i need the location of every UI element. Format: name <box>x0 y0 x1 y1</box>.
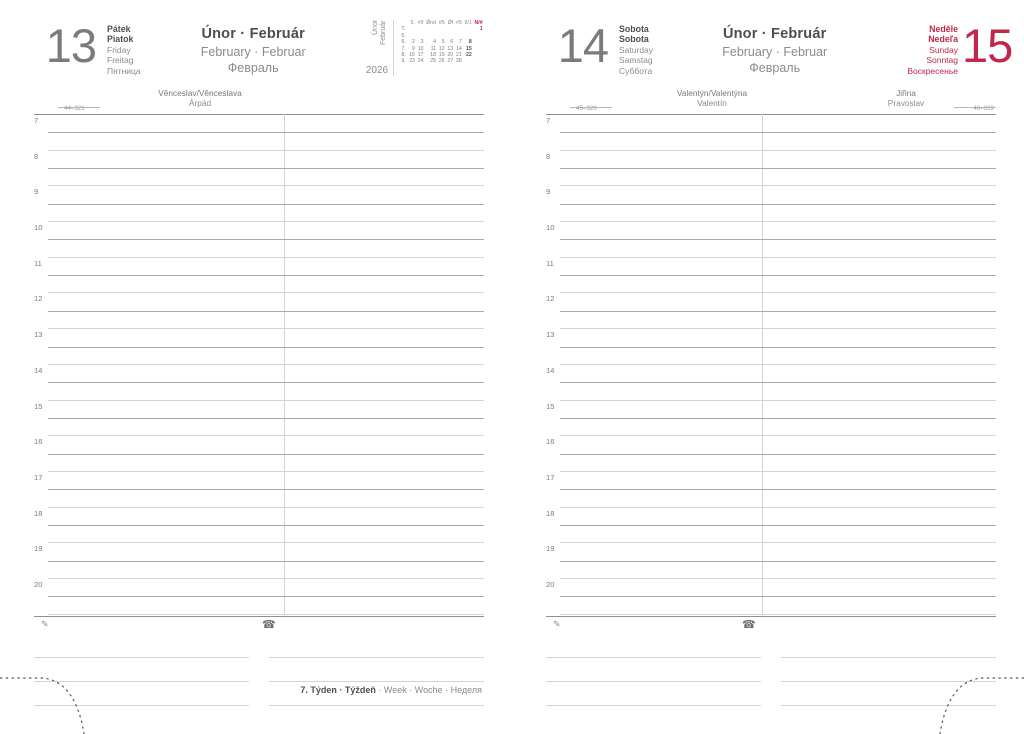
mini-cal-col-1: #9 <box>417 20 424 26</box>
hour-rule <box>560 239 996 240</box>
mini-calendar-month-label: Únor Február <box>372 20 388 45</box>
weekday-sk: Piatok <box>107 34 134 45</box>
hour-label: 16 <box>34 437 43 447</box>
mini-calendar-header-row <box>400 20 484 26</box>
hour-row-15[interactable] <box>546 401 996 437</box>
hour-label: 10 <box>34 223 43 233</box>
mini-calendar-cell: 13 <box>447 45 454 52</box>
weekday-ru: Пятница <box>107 65 141 76</box>
weekday-sk: Sobota <box>619 34 649 45</box>
hour-rule <box>560 347 996 348</box>
mini-calendar-cell: 28 <box>455 58 462 65</box>
hour-row-19[interactable] <box>34 543 484 579</box>
note-row[interactable] <box>34 634 484 658</box>
weekday-ru: Суббота <box>619 65 653 76</box>
hour-rule <box>560 525 996 526</box>
weekday-cs: Pátek <box>107 24 131 34</box>
hour-label: 13 <box>546 330 555 340</box>
day-number-14: 14 <box>557 19 608 72</box>
hour-row-16[interactable] <box>34 436 484 472</box>
mini-calendar-cell: 24 <box>417 58 424 65</box>
hour-label: 7 <box>34 116 39 125</box>
hour-rule <box>48 489 484 490</box>
hour-row-12[interactable] <box>546 293 996 329</box>
note-rule-left <box>34 705 249 706</box>
hour-label: 8 <box>546 151 551 161</box>
hour-rule <box>560 596 996 597</box>
hour-label: 11 <box>546 258 554 268</box>
mini-calendar-cell: 6 <box>450 39 454 46</box>
mini-calendar-cell: 18 <box>430 52 437 59</box>
weekday-de: Freitag <box>107 55 134 66</box>
weekday-cs: Neděle <box>929 24 958 34</box>
mini-calendar-cell: 1 <box>479 26 483 33</box>
hour-rule <box>48 132 484 133</box>
weekday-ru: Воскресенье <box>907 65 958 76</box>
hour-rule <box>560 418 996 419</box>
hour-rule <box>560 489 996 490</box>
month-sub-left: February · Februar <box>200 45 306 59</box>
mini-calendar-body <box>400 26 484 64</box>
mini-calendar-cell <box>463 58 473 64</box>
month-title-left <box>141 0 366 75</box>
mini-calendar-cell: 27 <box>447 58 454 65</box>
hour-rule <box>48 204 484 205</box>
name-day-secondary: Árpád <box>188 98 212 108</box>
note-row[interactable] <box>546 634 996 658</box>
hour-label: 9 <box>34 187 39 197</box>
mini-calendar-cell: 14 <box>455 45 462 52</box>
hour-rule <box>560 454 996 455</box>
page-right-header <box>546 0 1013 92</box>
mini-calendar-cell <box>473 58 484 64</box>
name-day-secondary: Pravoslav <box>887 98 925 108</box>
weekday-de: Samstag <box>619 55 653 66</box>
hour-rows-right <box>546 115 996 615</box>
daycode-15: 46–319 <box>973 105 994 112</box>
hour-rule <box>560 311 996 312</box>
mini-calendar-cell: 26 <box>438 58 445 65</box>
mini-calendar-cell: 5 <box>441 39 445 46</box>
hour-label: 7 <box>546 116 551 125</box>
hour-row-19[interactable] <box>546 543 996 579</box>
month-sub-right: February · Februar <box>722 45 828 59</box>
weekday-en: Sunday <box>929 44 958 55</box>
half-hour-rule <box>48 614 484 615</box>
weekday-en: Friday <box>107 44 131 55</box>
hour-label: 13 <box>34 330 43 340</box>
mini-calendar-cell: 8 <box>468 39 472 46</box>
pen-icon: ✎ <box>41 618 49 629</box>
hour-label: 17 <box>546 472 555 482</box>
hour-rule <box>48 454 484 455</box>
phone-icon: ☎ <box>742 618 756 631</box>
mini-calendar-cell: 15 <box>465 45 472 52</box>
note-rows-right <box>546 634 996 706</box>
hour-row-10[interactable] <box>34 222 484 258</box>
mini-calendar-row <box>400 58 484 64</box>
hour-row-13[interactable] <box>546 329 996 365</box>
hour-row-20[interactable] <box>34 579 484 615</box>
weekday-sk: Nedeľa <box>928 34 958 45</box>
hour-label: 12 <box>34 294 43 304</box>
phone-icon: ☎ <box>262 618 276 631</box>
name-days-15 <box>816 88 996 108</box>
daycode-14: 45–320 <box>576 105 597 112</box>
mini-calendar <box>366 0 484 76</box>
mini-calendar-row <box>400 39 484 45</box>
hour-row-8[interactable] <box>34 151 484 187</box>
mini-calendar-year: 2026 <box>365 65 389 76</box>
mini-calendar-cell: 21 <box>455 52 462 59</box>
weekday-de: Sonntag <box>926 55 958 66</box>
mini-calendar-cell: 10 <box>417 45 424 52</box>
hour-grid-left <box>34 114 484 615</box>
hour-rule <box>560 561 996 562</box>
hour-rule <box>48 275 484 276</box>
mini-calendar-cell: 17 <box>417 52 424 59</box>
hour-rule <box>560 204 996 205</box>
day-number-15: 15 <box>962 19 1013 72</box>
mini-calendar-cell: 16 <box>409 52 415 59</box>
mini-calendar-cell: 7 <box>458 39 462 46</box>
hour-rule <box>560 275 996 276</box>
week-footer-rest: · Week · Woche · Неделя <box>375 685 482 695</box>
hour-label: 20 <box>34 579 43 589</box>
hour-row-14[interactable] <box>34 365 484 401</box>
hour-row-17[interactable] <box>34 472 484 508</box>
hour-row-11[interactable] <box>546 258 996 294</box>
mini-calendar-cell: 22 <box>465 52 472 59</box>
hour-rule <box>48 561 484 562</box>
name-days-row-right <box>546 88 996 112</box>
hour-row-12[interactable] <box>34 293 484 329</box>
page-gutter <box>512 0 513 734</box>
hour-rule <box>48 168 484 169</box>
hour-rule <box>560 132 996 133</box>
mini-cal-col-7: N/# <box>474 20 483 26</box>
mini-cal-col-5: #9 <box>455 20 462 26</box>
name-days-14 <box>622 88 802 108</box>
week-footer-bold: 7. Týden · Týždeň <box>300 685 376 695</box>
hour-row-16[interactable] <box>546 436 996 472</box>
hour-row-10[interactable] <box>546 222 996 258</box>
hour-row-8[interactable] <box>546 151 996 187</box>
mini-calendar-cell: 4 <box>433 39 437 46</box>
name-day-primary: Valentýn/Valentýna <box>676 88 748 98</box>
hour-label: 19 <box>34 544 43 554</box>
mini-calendar-table <box>400 20 484 65</box>
weekday-names-13 <box>96 0 141 76</box>
weekday-cs: Sobota <box>619 24 649 34</box>
name-days-row-left <box>34 88 484 112</box>
mini-calendar-cell: 12 <box>438 45 445 52</box>
note-row[interactable] <box>34 658 484 682</box>
hour-row-18[interactable] <box>546 508 996 544</box>
mini-cal-col-3: #5 <box>438 20 445 26</box>
pen-icon: ✎ <box>553 618 561 629</box>
hour-label: 14 <box>546 365 555 375</box>
mini-calendar-cell: 19 <box>438 52 445 59</box>
day-number-13: 13 <box>45 19 96 72</box>
mini-calendar-cell: 25 <box>430 58 437 65</box>
weekday-names-15 <box>896 0 962 76</box>
month-title-right <box>653 0 896 75</box>
month-ru-left: Февраль <box>227 61 279 75</box>
page-left-header <box>34 0 484 92</box>
mini-calendar-side <box>366 20 394 76</box>
hour-label: 14 <box>34 365 43 375</box>
mini-calendar-cell: 9 <box>412 45 415 52</box>
hour-rule <box>560 382 996 383</box>
weekday-en: Saturday <box>619 44 654 55</box>
mini-calendar-row-label: 9. <box>401 58 406 65</box>
mini-cal-col-0: 5. <box>410 20 415 26</box>
hour-row-18[interactable] <box>34 508 484 544</box>
month-main-right: Únor · Február <box>722 26 827 42</box>
hour-row-13[interactable] <box>34 329 484 365</box>
hour-label: 8 <box>34 151 39 161</box>
hour-row-20[interactable] <box>546 579 996 615</box>
mini-cal-col-4: Ǿf <box>447 20 454 26</box>
notes-icon-row-left <box>34 617 484 634</box>
hour-row-15[interactable] <box>34 401 484 437</box>
month-main-left: Únor · Február <box>201 26 305 42</box>
hour-label: 18 <box>34 508 43 518</box>
mini-calendar-cell: 2 <box>412 39 415 46</box>
mini-calendar-cell: 11 <box>430 45 437 52</box>
hour-label: 15 <box>546 401 555 411</box>
hour-rule <box>48 525 484 526</box>
mini-calendar-row-label: 5. <box>401 32 406 39</box>
name-day-primary: Věnceslav/Věnceslava <box>158 88 242 98</box>
hour-label: 17 <box>34 472 43 482</box>
hour-rule <box>48 239 484 240</box>
hour-row-14[interactable] <box>546 365 996 401</box>
notes-section-right <box>546 616 996 706</box>
month-ru-right: Февраль <box>749 61 801 75</box>
hour-row-7[interactable] <box>546 115 996 151</box>
name-day-primary: Jiřina <box>896 88 916 98</box>
hour-rule <box>48 347 484 348</box>
hour-row-17[interactable] <box>546 472 996 508</box>
hour-label: 20 <box>546 579 555 589</box>
mini-calendar-cell: 3 <box>420 39 424 46</box>
mini-calendar-row-label: T. <box>401 26 406 33</box>
notes-icon-row-right <box>546 617 996 634</box>
note-row[interactable] <box>546 658 996 682</box>
hour-rule <box>48 596 484 597</box>
hour-rule <box>560 168 996 169</box>
hour-row-9[interactable] <box>34 186 484 222</box>
note-rule-right <box>781 705 996 706</box>
daycode-13: 44–321 <box>64 105 85 112</box>
page-right <box>512 0 1024 734</box>
week-footer <box>0 685 482 695</box>
hour-rows-left <box>34 115 484 615</box>
hour-label: 10 <box>546 223 555 233</box>
hour-grid-right <box>546 114 996 615</box>
hour-label: 15 <box>34 401 43 411</box>
hour-row-7[interactable] <box>34 115 484 151</box>
note-row[interactable] <box>546 682 996 706</box>
hour-rule <box>48 382 484 383</box>
weekday-names-14 <box>608 0 653 76</box>
hour-label: 11 <box>34 258 42 268</box>
hour-label: 18 <box>546 508 555 518</box>
mini-calendar-row-label: 8. <box>401 52 406 59</box>
hour-row-9[interactable] <box>546 186 996 222</box>
note-rule-right <box>269 705 484 706</box>
name-days-13 <box>110 88 290 108</box>
hour-label: 16 <box>546 437 555 447</box>
mini-calendar-cell: 23 <box>409 58 415 65</box>
half-hour-rule <box>560 614 996 615</box>
mini-calendar-row-label: 7. <box>401 45 406 52</box>
hour-rule <box>48 418 484 419</box>
mini-cal-col-6: 9/1 <box>464 20 472 26</box>
note-rule-left <box>546 705 761 706</box>
hour-label: 9 <box>546 187 551 197</box>
hour-label: 12 <box>546 294 555 304</box>
mini-calendar-cell: 20 <box>447 52 454 59</box>
mini-calendar-row-label: 6. <box>401 39 406 46</box>
name-day-secondary: Valentín <box>697 98 727 108</box>
hour-label: 19 <box>546 544 555 554</box>
hour-row-11[interactable] <box>34 258 484 294</box>
mini-cal-col-2: Ǿnd <box>426 20 437 26</box>
hour-rule <box>48 311 484 312</box>
